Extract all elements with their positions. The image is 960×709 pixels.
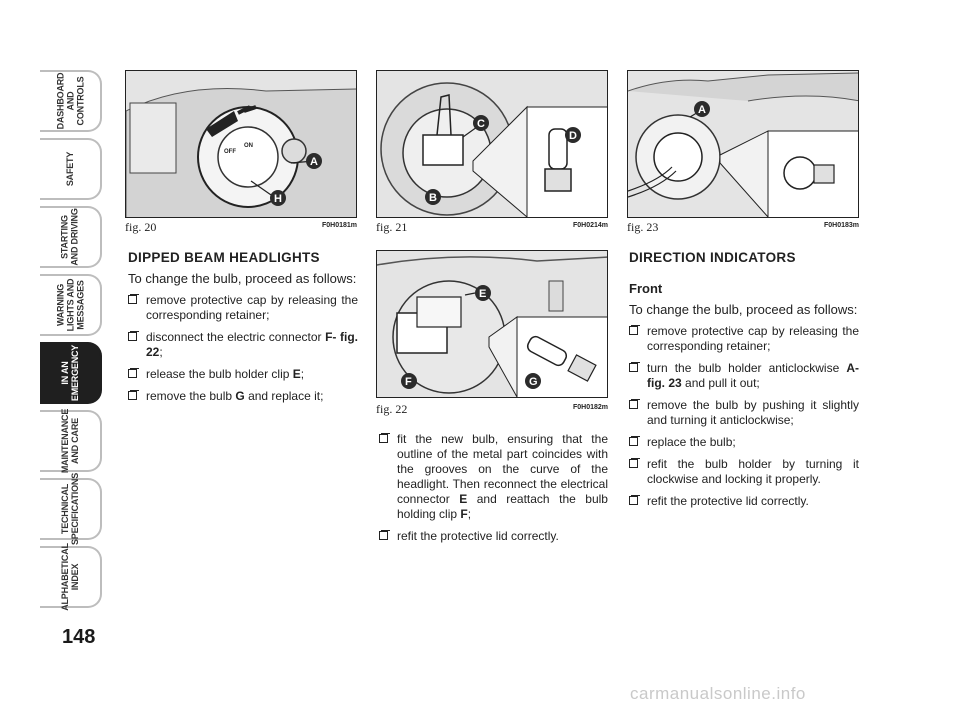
- checkbox-bullet-icon: [629, 437, 638, 446]
- checkbox-bullet-icon: [629, 326, 638, 335]
- dial-off-label: OFF: [224, 149, 236, 155]
- callout-f: [401, 373, 417, 389]
- intro-text: To change the bulb, proceed as follows:: [128, 271, 357, 286]
- tab-in-an-emergency[interactable]: [40, 342, 102, 404]
- checkbox-bullet-icon: [629, 496, 638, 505]
- tab-label: MAINTENANCE AND CARE: [60, 408, 80, 474]
- tab-safety[interactable]: [40, 138, 102, 200]
- page-number: 148: [62, 626, 96, 648]
- checkbox-bullet-icon: [629, 459, 638, 468]
- checkbox-bullet-icon: [128, 369, 137, 378]
- tab-dashboard-and-controls[interactable]: [40, 70, 102, 132]
- figure-caption: fig. 23: [627, 220, 659, 234]
- svg-text:D: D: [569, 130, 577, 142]
- figure-code: F0H0183m: [823, 222, 859, 229]
- step-list: [379, 432, 608, 544]
- callout-g: [525, 373, 541, 389]
- section-heading: DIRECTION INDICATORS: [629, 250, 796, 265]
- svg-text:C: C: [477, 118, 485, 130]
- headlight-cap-illustration: [125, 70, 357, 218]
- figure-20: [125, 70, 357, 234]
- tab-technical-specifications[interactable]: [40, 472, 102, 546]
- callout-e: [475, 285, 491, 301]
- tab-label: IN AN EMERGENCY: [60, 344, 80, 402]
- tab-maintenance-and-care[interactable]: [40, 410, 102, 472]
- callout-h: [270, 190, 286, 206]
- checkbox-bullet-icon: [629, 400, 638, 409]
- callout-a: [694, 101, 710, 117]
- watermark: carmanualsonline.info: [630, 684, 806, 703]
- callout-c: [473, 115, 489, 131]
- figure-caption: fig. 22: [376, 402, 408, 416]
- checkbox-bullet-icon: [128, 332, 137, 341]
- direction-indicators-section: [629, 250, 859, 516]
- callout-b: [425, 189, 441, 205]
- list-item: remove the bulb by pushing it slightly and turning it anticlockwise;: [629, 398, 859, 428]
- list-item: fit the new bulb, ensuring that the outline of the metal part coincides with the grooves on the curve of the headlight. Then reconnect the electrical connector E and reattach the bulb holding clip F;: [379, 432, 608, 522]
- checkbox-bullet-icon: [629, 363, 638, 372]
- svg-text:G: G: [529, 376, 538, 388]
- step-list: [629, 324, 859, 509]
- callout-a: [306, 153, 322, 169]
- tab-warning-lights[interactable]: [40, 274, 102, 336]
- figure-22: [376, 250, 608, 416]
- list-item: replace the bulb;: [629, 435, 859, 450]
- tab-label: WARNING LIGHTS AND MESSAGES: [54, 278, 85, 332]
- svg-text:A: A: [698, 104, 706, 116]
- list-item: refit the protective lid correctly.: [629, 494, 859, 509]
- section-heading: DIPPED BEAM HEADLIGHTS: [128, 250, 320, 265]
- figure-code: F0H0181m: [321, 222, 357, 229]
- svg-text:H: H: [274, 193, 282, 205]
- list-item: refit the protective lid correctly.: [379, 529, 608, 544]
- figure-caption: fig. 21: [376, 220, 408, 234]
- svg-text:B: B: [429, 192, 437, 204]
- callout-d: [565, 127, 581, 143]
- step-list: [128, 293, 358, 404]
- list-item: remove protective cap by releasing the corresponding retainer;: [128, 293, 358, 323]
- list-item: remove the bulb G and replace it;: [128, 389, 358, 404]
- list-item: disconnect the electric connector F- fig. 22;: [128, 330, 358, 360]
- dipped-beam-section: [128, 250, 358, 411]
- checkbox-bullet-icon: [379, 531, 388, 540]
- indicator-bulb-illustration: [627, 70, 859, 218]
- bulb-fitting-section: [379, 432, 608, 551]
- tab-label: STARTING AND DRIVING: [60, 208, 80, 266]
- figure-caption: fig. 20: [125, 220, 157, 234]
- tab-label: TECHNICAL SPECIFICATIONS: [60, 472, 81, 546]
- list-item: release the bulb holder clip E;: [128, 367, 358, 382]
- svg-text:A: A: [310, 156, 318, 168]
- dial-on-label: ON: [244, 143, 253, 149]
- checkbox-bullet-icon: [128, 391, 137, 400]
- checkbox-bullet-icon: [379, 434, 388, 443]
- tab-label: ALPHABETICAL INDEX: [60, 543, 81, 611]
- section-subheading: Front: [629, 281, 663, 296]
- svg-text:F: F: [405, 376, 412, 388]
- figure-21: [376, 70, 608, 234]
- svg-text:E: E: [479, 288, 487, 300]
- list-item: refit the bulb holder by turning it clockwise and locking it properly.: [629, 457, 859, 487]
- tab-label: SAFETY: [65, 151, 75, 187]
- intro-text: To change the bulb, proceed as follows:: [629, 302, 858, 317]
- tab-starting-and-driving[interactable]: [40, 206, 102, 268]
- list-item: remove protective cap by releasing the corresponding retainer;: [629, 324, 859, 354]
- checkbox-bullet-icon: [128, 295, 137, 304]
- bulb-holder-illustration: [376, 250, 608, 398]
- tab-label: DASHBOARD AND CONTROLS: [54, 72, 85, 130]
- list-item: turn the bulb holder anticlockwise A- fig. 23 and pull it out;: [629, 361, 859, 391]
- tab-alphabetical-index[interactable]: [40, 543, 102, 611]
- bulb-connector-illustration: [376, 70, 608, 218]
- figure-code: F0H0214m: [572, 222, 608, 229]
- figure-code: F0H0182m: [572, 404, 608, 411]
- figure-23: [627, 70, 859, 234]
